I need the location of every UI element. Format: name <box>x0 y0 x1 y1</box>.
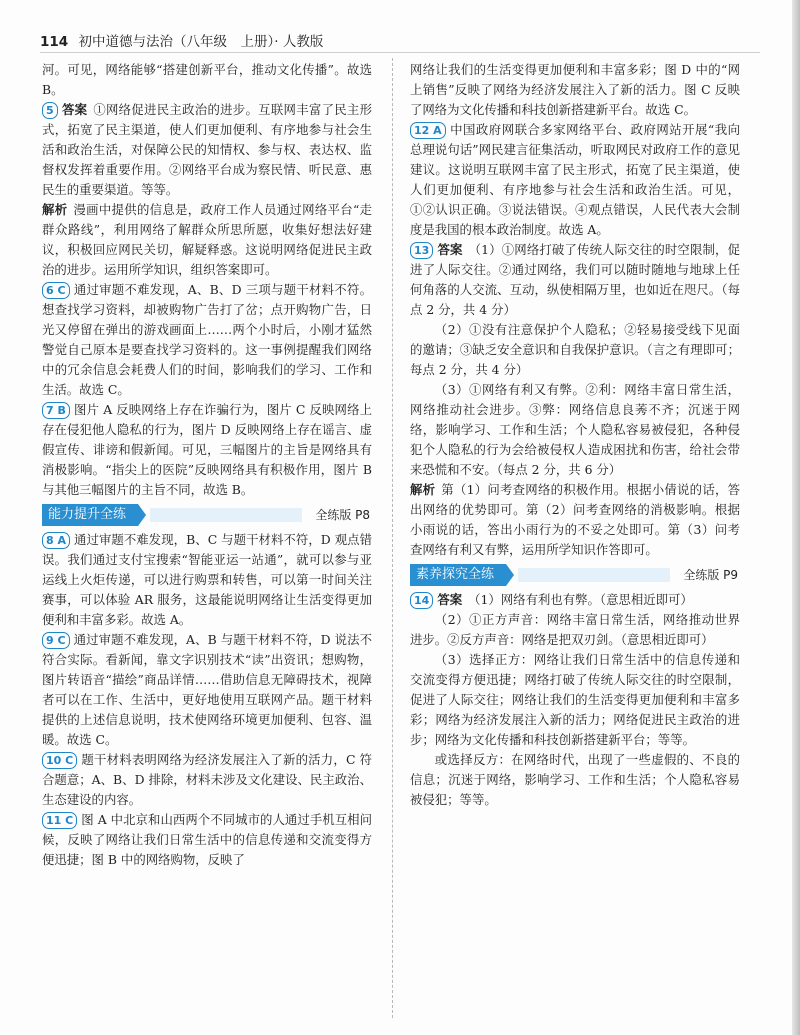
answer-label: 答案 <box>61 102 88 117</box>
column-divider <box>392 58 393 1018</box>
paragraph-text: （2）①正方声音：网络丰富日常生活，网络推动世界进步。②反方声音：网络是把双刃剑。（意思相近即可） <box>410 612 740 647</box>
question-number-badge: 11 C <box>42 812 77 829</box>
paragraph-text: （3）选择正方：网络让我们日常生活中的信息传递和交流变得方便迅捷；网络打破了传统人际交往的时空限制，促进了人际交往；网络让我们的生活变得更加便利和丰富多彩；网络为经济发展注入新的活力；网络促进民主政治的进步；网络为文化传播和科技创新搭建新平台；等等。 <box>410 652 740 747</box>
right-column <box>410 60 740 810</box>
answer-item <box>410 240 740 320</box>
section-title: 素养探究全练 <box>410 564 506 586</box>
question-number-badge: 8 A <box>42 532 70 549</box>
page-number: 114 <box>40 34 69 50</box>
edition-reference: 全练版 P9 <box>683 568 738 582</box>
paragraph-text: 图 A 中北京和山西两个不同城市的人通过手机互相问候，反映了网络让我们日常生活中的信息传递和交流变得方便迅捷；图 B 中的网络购物，反映了 <box>42 812 372 867</box>
section-banner <box>42 504 372 526</box>
paragraph-text: 或选择反方：在网络时代，出现了一些虚假的、不良的信息；沉迷于网络，影响学习、工作和生活；个人隐私容易被侵犯；等等。 <box>410 752 740 807</box>
section-title: 能力提升全练 <box>42 504 138 526</box>
paragraph <box>410 320 740 380</box>
edition-reference: 全练版 P8 <box>315 508 370 522</box>
banner-arrow-icon <box>138 504 146 526</box>
answer-item <box>42 630 372 750</box>
answer-item <box>42 750 372 810</box>
paragraph <box>410 610 740 650</box>
answer-label: 答案 <box>437 592 463 607</box>
paragraph-text: 通过审题不难发现，B、C 与题干材料不符，D 观点错误。我们通过支付宝搜索“智能亚运一站通”，就可以参与亚运线上火炬传递，可以进行购票和转售，可以第一时间关注赛事，可以体验 AR 服务，这最能说明网络让生活变得更加便利和丰富多彩。故选 A。 <box>42 532 372 627</box>
paragraph <box>42 60 372 100</box>
answer-label: 答案 <box>437 242 463 257</box>
paragraph-text: 第（1）问考查网络的积极作用。根据小倩说的话，答出网络的优势即可。第（2）问考查网络的消极影响。根据小雨说的话，答出小雨行为的不妥之处即可。第（3）问考查网络有利又有弊，运用所学知识作答即可。 <box>410 482 741 557</box>
paragraph-text: 漫画中提供的信息是，政府工作人员通过网络平台“走群众路线”，利用网络了解群众所思所愿，收集好想法好建议，积极回应网民关切，解疑释惑。这说明网络促进民主政治的进步。运用所学知识，组织答案即可。 <box>42 202 372 277</box>
paragraph-text: 通过审题不难发现，A、B 与题干材料不符，D 说法不符合实际。看新闻，靠文字识别技术“读”出资讯；想购物，图片转语音“描绘”商品详情……借助信息无障碍技术，视障者可以在工作、生活中，更好地使用互联网产品。题干材料提供的上述信息说明，技术使网络环境更加便利、包容、温暖。故选 C。 <box>42 632 372 747</box>
question-number-badge: 14 <box>410 592 433 609</box>
paragraph <box>410 650 740 750</box>
paragraph-text: 图片 A 反映网络上存在诈骗行为，图片 C 反映网络上存在侵犯他人隐私的行为，图片 D 反映网络上存在谣言、虚假宣传、诽谤和假新闻。可见，三幅图片的主旨是网络具有消极影响。“指尖上的医院”反映网络具有积极作用，图片 B 与其他三幅图片的主旨不同，故选 B。 <box>42 402 372 497</box>
paragraph-text: ①网络促进民主政治的进步。互联网丰富了民主形式，拓宽了民主渠道，使人们更加便利、有序地参与社会生活和政治生活，对保障公民的知情权、参与权、表达权、监督权发挥着重要作用。②网络平台成为察民情、听民意、惠民生的重要渠道。等等。 <box>42 102 373 197</box>
answer-item <box>42 400 372 500</box>
paragraph <box>410 750 740 810</box>
paragraph-text: （1）①网络打破了传统人际交往的时空限制，促进了人际交往。②通过网络，我们可以随时随地与地球上任何角落的人交流、互动，纵使相隔万里，也如近在咫尺。（每点 2 分，共 4 分） <box>410 242 741 317</box>
section-banner <box>410 564 740 586</box>
banner-arrow-icon <box>506 564 514 586</box>
answer-item <box>42 280 372 400</box>
question-number-badge: 12 A <box>410 122 446 139</box>
header-rule <box>40 52 760 53</box>
answer-item <box>42 530 372 630</box>
banner-stripe <box>150 508 302 522</box>
paragraph-text: （2）①没有注意保护个人隐私；②轻易接受线下见面的邀请；③缺乏安全意识和自我保护意识。（言之有理即可；每点 2 分，共 4 分） <box>410 322 740 377</box>
book-title: 初中道德与法治（八年级 上册）· 人教版 <box>78 34 324 50</box>
analysis-label: 解析 <box>410 482 436 497</box>
paragraph-text: 网络让我们的生活变得更加便利和丰富多彩；图 D 中的“网上销售”反映了网络为经济发展注入了新的活力。图 C 反映了网络为文化传播和科技创新搭建新平台。故选 C。 <box>410 62 740 117</box>
paragraph <box>410 480 740 560</box>
question-number-badge: 10 C <box>42 752 77 769</box>
analysis-label: 解析 <box>42 202 68 217</box>
paragraph-text: 中国政府网联合多家网络平台、政府网站开展“我向总理说句话”网民建言征集活动，听取网民对政府工作的意见建议。这说明互联网丰富了民主形式，拓宽了民主渠道，使人们更加便利、有序地参与社会生活和政治生活。可见，①②认识正确。③说法错误。④观点错误，人民代表大会制度是我国的根本政治制度。故选 A。 <box>410 122 740 237</box>
paragraph-text: （1）网络有利也有弊。（意思相近即可） <box>468 592 693 607</box>
question-number-badge: 9 C <box>42 632 70 649</box>
answer-item <box>42 810 372 870</box>
banner-stripe <box>518 568 670 582</box>
question-number-badge: 6 C <box>42 282 70 299</box>
question-number-badge: 7 B <box>42 402 70 419</box>
paragraph-text: （3）①网络有利又有弊。②利：网络丰富日常生活，网络推动社会进步。③弊：网络信息良莠不齐；沉迷于网络，影响学习、工作和生活；个人隐私容易被侵犯，各种侵犯个人隐私的行为会给被侵权人造成困扰和伤害，给社会带来恐慌和不安。（每点 2 分，共 6 分） <box>410 382 740 477</box>
question-number-badge: 13 <box>410 242 433 259</box>
answer-item <box>410 120 740 240</box>
answer-item <box>42 100 372 200</box>
paragraph <box>410 60 740 120</box>
page-header <box>40 30 760 54</box>
left-column <box>42 60 372 870</box>
page-edge <box>792 0 800 1035</box>
paragraph-text: 通过审题不难发现，A、B、D 三项与题干材料不符。想查找学习资料，却被购物广告打了岔；点开购物广告，日光又停留在弹出的游戏画面上……两个小时后，小刚才猛然警觉自己原本是要查找学习资料的。这一事例提醒我们网络中的冗余信息会耗费人们的时间，影响我们的学习、工作和生活。故选 C。 <box>42 282 372 397</box>
paragraph <box>42 200 372 280</box>
question-number-badge: 5 <box>42 102 58 119</box>
answer-item <box>410 590 740 610</box>
paragraph-text: 河。可见，网络能够“搭建创新平台，推动文化传播”。故选 B。 <box>42 62 372 97</box>
paragraph <box>410 380 740 480</box>
paragraph-text: 题干材料表明网络为经济发展注入了新的活力，C 符合题意；A、B、D 排除，材料未涉及文化建设、民主政治、生态建设的内容。 <box>42 752 372 807</box>
